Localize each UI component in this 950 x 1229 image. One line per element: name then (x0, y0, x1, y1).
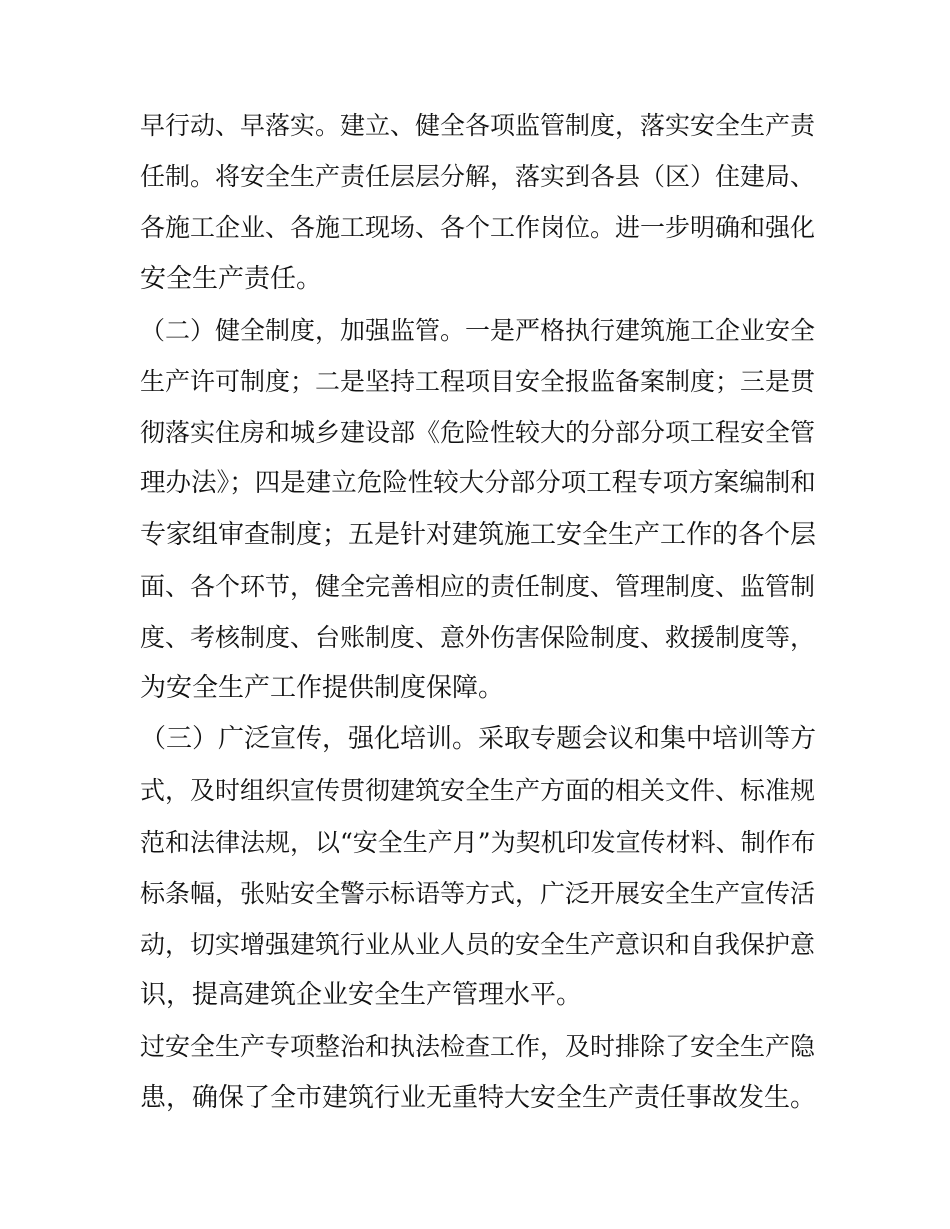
text-line: 患，确保了全市建筑行业无重特大安全生产责任事故发生。 (140, 1082, 817, 1113)
text-line: 动，切实增强建筑行业从业人员的安全生产意识和自我保护意 (140, 930, 816, 959)
text-line: 任制。将安全生产责任层层分解，落实到各县（区）住建局、 (140, 162, 816, 192)
text-line: 各施工企业、各施工现场、各个工作岗位。进一步明确和强化 (140, 213, 816, 243)
text-line: （三）广泛宣传，强化培训。采取专题会议和集中培训等方 (140, 724, 817, 755)
text-line: 专家组审查制度；五是针对建筑施工安全生产工作的各个层 (140, 519, 817, 550)
text-line: 安全生产责任。 (140, 263, 323, 294)
text-line: 过安全生产专项整治和执法检查工作，及时排除了安全生产隐 (140, 1032, 816, 1062)
text-line: 识，提高建筑企业安全生产管理水平。 (140, 980, 583, 1011)
document-body (140, 100, 820, 1124)
text-line: 为安全生产工作提供制度保障。 (140, 673, 505, 704)
text-line: 式，及时组织宣传贯彻建筑安全生产方面的相关文件、标准规 (140, 776, 816, 806)
text-line: 彻落实住房和城乡建设部《危险性较大的分部分项工程安全管 (140, 418, 816, 448)
text-line: 早行动、早落实。建立、健全各项监管制度，落实安全生产责 (140, 111, 816, 140)
text-line: （二）健全制度，加强监管。一是严格执行建筑施工企业安全 (140, 315, 816, 345)
text-line: 理办法》；四是建立危险性较大分部分项工程专项方案编制和 (140, 468, 816, 499)
text-line: 范和法律法规，以“安全生产月”为契机印发宣传材料、制作布 (140, 827, 816, 857)
text-line: 生产许可制度；二是坚持工程项目安全报监备案制度；三是贯 (140, 366, 816, 396)
text-line: 标条幅，张贴安全警示标语等方式，广泛开展安全生产宣传活 (140, 878, 816, 908)
text-line: 面、各个环节，健全完善相应的责任制度、管理制度、监管制 (140, 571, 816, 601)
text-line: 度、考核制度、台账制度、意外伤害保险制度、救援制度等， (140, 622, 816, 652)
